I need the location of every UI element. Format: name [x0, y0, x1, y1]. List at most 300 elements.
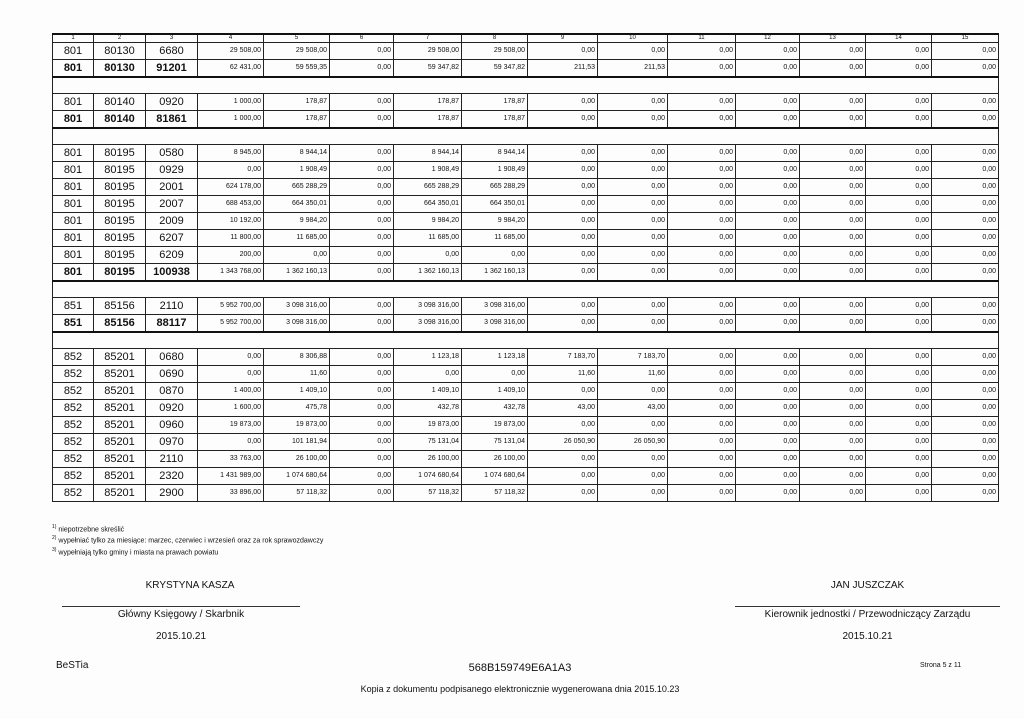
- table-cell: 0580: [146, 145, 198, 162]
- table-cell: 80195: [94, 196, 146, 213]
- table-cell: 59 559,35: [264, 60, 330, 78]
- table-cell: 0,00: [330, 111, 394, 129]
- app-name: BeSTia: [56, 660, 89, 671]
- column-number-14: 14: [866, 34, 932, 43]
- table-cell: 0,00: [736, 434, 800, 451]
- table-cell: 85201: [94, 451, 146, 468]
- table-row: [53, 400, 999, 417]
- table-cell: 5 952 700,00: [198, 315, 264, 333]
- table-cell: 80140: [94, 111, 146, 129]
- table-cell: 0,00: [866, 43, 932, 60]
- table-cell: 211,53: [528, 60, 598, 78]
- table-cell: 0,00: [330, 247, 394, 264]
- table-row: [53, 162, 999, 179]
- table-cell: 8 944,14: [264, 145, 330, 162]
- table-cell: 0,00: [668, 264, 736, 282]
- table-cell: 0,00: [866, 315, 932, 333]
- table-cell: 0,00: [528, 383, 598, 400]
- table-cell: 29 508,00: [198, 43, 264, 60]
- section-separator: [53, 332, 999, 349]
- table-cell: 0,00: [668, 111, 736, 129]
- table-cell: 3 098 316,00: [264, 315, 330, 333]
- table-cell: 0,00: [932, 434, 999, 451]
- table-cell: 0,00: [800, 230, 866, 247]
- signature-left-role: Główny Księgowy / Skarbnik: [117, 609, 245, 620]
- table-cell: 26 050,90: [598, 434, 668, 451]
- table-cell: 0,00: [800, 213, 866, 230]
- table-cell: 200,00: [198, 247, 264, 264]
- table-cell: 0,00: [668, 247, 736, 264]
- table-cell: 0,00: [866, 213, 932, 230]
- table-cell: 2900: [146, 485, 198, 502]
- table-cell: 0,00: [866, 383, 932, 400]
- table-cell: 11,60: [264, 366, 330, 383]
- table-cell: 0,00: [668, 298, 736, 315]
- table-cell: 0,00: [932, 213, 999, 230]
- table-cell: 80195: [94, 145, 146, 162]
- column-number-9: 9: [528, 34, 598, 43]
- table-cell: 0,00: [736, 451, 800, 468]
- table-cell: 80195: [94, 162, 146, 179]
- table-cell: 1 409,10: [264, 383, 330, 400]
- table-cell: 0,00: [330, 485, 394, 502]
- table-cell: 1 000,00: [198, 94, 264, 111]
- table-row: [53, 43, 999, 60]
- table-cell: 0,00: [736, 298, 800, 315]
- table-cell: 11,60: [528, 366, 598, 383]
- table-cell: 178,87: [264, 111, 330, 129]
- table-cell: 0,00: [932, 230, 999, 247]
- table-row: [53, 485, 999, 502]
- table-cell: 19 873,00: [198, 417, 264, 434]
- table-cell: 0,00: [866, 468, 932, 485]
- table-cell: 0,00: [528, 43, 598, 60]
- table-cell: 1 000,00: [198, 111, 264, 129]
- table-cell: 1 074 680,64: [462, 468, 528, 485]
- page-number: Strona 5 z 11: [920, 662, 962, 669]
- table-cell: 0,00: [866, 94, 932, 111]
- table-cell: 801: [53, 247, 94, 264]
- table-cell: 33 763,00: [198, 451, 264, 468]
- table-cell: 10 192,00: [198, 213, 264, 230]
- table-cell: 178,87: [264, 94, 330, 111]
- table-cell: 0,00: [598, 468, 668, 485]
- table-cell: 852: [53, 468, 94, 485]
- table-cell: 0,00: [866, 179, 932, 196]
- table-cell: 0,00: [932, 366, 999, 383]
- table-cell: 9 984,20: [394, 213, 462, 230]
- table-cell: 0,00: [932, 60, 999, 78]
- table-cell: 0,00: [528, 485, 598, 502]
- table-cell: 0,00: [330, 400, 394, 417]
- table-cell: 1 400,00: [198, 383, 264, 400]
- table-cell: 0,00: [932, 264, 999, 282]
- table-cell: 2001: [146, 179, 198, 196]
- table-cell: 0,00: [800, 400, 866, 417]
- table-cell: 0,00: [198, 162, 264, 179]
- table-cell: 0,00: [668, 349, 736, 366]
- table-cell: 665 288,29: [264, 179, 330, 196]
- table-cell: 0,00: [598, 417, 668, 434]
- table-row: [53, 468, 999, 485]
- table-cell: 0,00: [598, 485, 668, 502]
- table-cell: 0,00: [598, 247, 668, 264]
- table-cell: 0,00: [668, 60, 736, 78]
- table-cell: 2007: [146, 196, 198, 213]
- column-number-5: 5: [264, 34, 330, 43]
- table-cell: 0,00: [800, 162, 866, 179]
- budget-table: [52, 33, 999, 502]
- table-cell: 75 131,04: [462, 434, 528, 451]
- table-cell: 0,00: [800, 451, 866, 468]
- table-cell: 0,00: [800, 111, 866, 129]
- table-cell: 0,00: [668, 230, 736, 247]
- table-cell: 0970: [146, 434, 198, 451]
- table-cell: 80195: [94, 179, 146, 196]
- table-cell: 0,00: [668, 451, 736, 468]
- table-cell: 57 118,32: [394, 485, 462, 502]
- table-cell: 0,00: [330, 451, 394, 468]
- table-cell: 85201: [94, 434, 146, 451]
- table-cell: 0,00: [528, 417, 598, 434]
- table-cell: 801: [53, 94, 94, 111]
- table-cell: 3 098 316,00: [264, 298, 330, 315]
- table-cell: 801: [53, 264, 94, 282]
- table-cell: 0,00: [330, 298, 394, 315]
- table-row: [53, 417, 999, 434]
- table-cell: 0,00: [736, 179, 800, 196]
- table-cell: 80130: [94, 43, 146, 60]
- table-cell: 1 123,18: [462, 349, 528, 366]
- table-cell: 0,00: [598, 230, 668, 247]
- table-cell: 0,00: [528, 179, 598, 196]
- table-cell: 852: [53, 451, 94, 468]
- signature-left-name: KRYSTYNA KASZA: [145, 580, 235, 591]
- table-cell: 0,00: [330, 60, 394, 78]
- table-cell: 19 873,00: [264, 417, 330, 434]
- table-cell: 0,00: [932, 298, 999, 315]
- table-cell: 0,00: [736, 485, 800, 502]
- table-cell: 0,00: [598, 196, 668, 213]
- table-cell: 0,00: [668, 383, 736, 400]
- column-number-8: 8: [462, 34, 528, 43]
- table-cell: 0,00: [528, 247, 598, 264]
- table-cell: 0,00: [736, 366, 800, 383]
- table-cell: 852: [53, 349, 94, 366]
- table-cell: 29 508,00: [462, 43, 528, 60]
- table-cell: 0,00: [800, 434, 866, 451]
- table-cell: 0,00: [668, 434, 736, 451]
- table-cell: 0,00: [598, 298, 668, 315]
- table-cell: 178,87: [462, 94, 528, 111]
- table-cell: 851: [53, 298, 94, 315]
- table-cell: 801: [53, 43, 94, 60]
- document-code: 568B159749E6A1A3: [468, 662, 572, 674]
- table-cell: 2320: [146, 468, 198, 485]
- table-cell: 1 074 680,64: [394, 468, 462, 485]
- table-cell: 432,78: [394, 400, 462, 417]
- table-cell: 0,00: [528, 213, 598, 230]
- table-cell: 0,00: [668, 94, 736, 111]
- table-cell: 0,00: [866, 196, 932, 213]
- table-cell: 0,00: [330, 417, 394, 434]
- table-cell: 0,00: [264, 247, 330, 264]
- section-separator: [53, 128, 999, 145]
- table-cell: 0,00: [330, 468, 394, 485]
- table-cell: 0,00: [668, 417, 736, 434]
- table-row: [53, 298, 999, 315]
- table-cell: 0,00: [800, 366, 866, 383]
- table-cell: 0,00: [932, 383, 999, 400]
- table-row: [53, 213, 999, 230]
- table-cell: 0,00: [330, 315, 394, 333]
- table-cell: 801: [53, 111, 94, 129]
- table-cell: 0,00: [598, 145, 668, 162]
- table-cell: 0,00: [330, 434, 394, 451]
- table-cell: 0,00: [598, 94, 668, 111]
- table-cell: 0,00: [932, 179, 999, 196]
- table-cell: 0,00: [932, 400, 999, 417]
- table-cell: 85201: [94, 349, 146, 366]
- table-cell: 85156: [94, 315, 146, 333]
- column-number-12: 12: [736, 34, 800, 43]
- table-cell: 0,00: [736, 247, 800, 264]
- table-cell: 0,00: [736, 196, 800, 213]
- table-cell: 0,00: [668, 485, 736, 502]
- table-cell: 57 118,32: [264, 485, 330, 502]
- table-cell: 0,00: [528, 264, 598, 282]
- table-cell: 0,00: [736, 213, 800, 230]
- table-cell: 3 098 316,00: [394, 298, 462, 315]
- table-cell: 1 343 768,00: [198, 264, 264, 282]
- table-cell: 0,00: [932, 349, 999, 366]
- table-cell: 81861: [146, 111, 198, 129]
- section-separator: [53, 281, 999, 298]
- table-cell: 11 685,00: [394, 230, 462, 247]
- table-cell: 688 453,00: [198, 196, 264, 213]
- column-number-6: 6: [330, 34, 394, 43]
- table-cell: 0,00: [932, 247, 999, 264]
- table-cell: 0,00: [528, 230, 598, 247]
- table-cell: 0,00: [800, 196, 866, 213]
- table-cell: 11 685,00: [462, 230, 528, 247]
- section-separator: [53, 77, 999, 94]
- table-cell: 29 508,00: [264, 43, 330, 60]
- table-cell: 0,00: [462, 247, 528, 264]
- table-cell: 9 984,20: [264, 213, 330, 230]
- table-cell: 26 100,00: [264, 451, 330, 468]
- table-cell: 85201: [94, 485, 146, 502]
- table-cell: 85201: [94, 417, 146, 434]
- table-cell: 0,00: [736, 383, 800, 400]
- table-cell: 0,00: [800, 94, 866, 111]
- table-cell: 2009: [146, 213, 198, 230]
- table-cell: 1 362 160,13: [264, 264, 330, 282]
- table-cell: 0,00: [932, 468, 999, 485]
- table-row: [53, 451, 999, 468]
- table-cell: 0,00: [932, 196, 999, 213]
- table-cell: 80130: [94, 60, 146, 78]
- table-cell: 0,00: [528, 468, 598, 485]
- table-cell: 0,00: [866, 451, 932, 468]
- table-cell: 852: [53, 417, 94, 434]
- table-cell: 0,00: [598, 111, 668, 129]
- table-cell: 80195: [94, 247, 146, 264]
- table-row: [53, 94, 999, 111]
- table-cell: 0680: [146, 349, 198, 366]
- table-cell: 91201: [146, 60, 198, 78]
- table-cell: 0,00: [198, 434, 264, 451]
- table-cell: 11 685,00: [264, 230, 330, 247]
- table-cell: 801: [53, 196, 94, 213]
- table-cell: 75 131,04: [394, 434, 462, 451]
- table-cell: 0,00: [736, 162, 800, 179]
- table-cell: 1 600,00: [198, 400, 264, 417]
- table-cell: 1 409,10: [462, 383, 528, 400]
- table-cell: 665 288,29: [462, 179, 528, 196]
- table-cell: 0,00: [736, 400, 800, 417]
- table-cell: 0,00: [800, 145, 866, 162]
- table-cell: 0,00: [932, 451, 999, 468]
- table-cell: 1 431 989,00: [198, 468, 264, 485]
- table-row: [53, 383, 999, 400]
- table-cell: 59 347,82: [394, 60, 462, 78]
- subtotal-row: [53, 315, 999, 333]
- table-cell: 0920: [146, 400, 198, 417]
- table-cell: 11 800,00: [198, 230, 264, 247]
- table-cell: 0,00: [932, 94, 999, 111]
- table-cell: 0,00: [866, 111, 932, 129]
- table-cell: 0,00: [866, 247, 932, 264]
- table-cell: 0,00: [800, 298, 866, 315]
- table-cell: 0,00: [736, 264, 800, 282]
- table-cell: 8 944,14: [394, 145, 462, 162]
- table-cell: 0,00: [330, 145, 394, 162]
- table-cell: 852: [53, 400, 94, 417]
- table-cell: 0,00: [866, 264, 932, 282]
- column-number-1: 1: [53, 34, 94, 43]
- table-cell: 0,00: [330, 366, 394, 383]
- table-cell: 85156: [94, 298, 146, 315]
- column-number-3: 3: [146, 34, 198, 43]
- table-cell: 0,00: [528, 196, 598, 213]
- table-cell: 0,00: [198, 349, 264, 366]
- table-cell: 57 118,32: [462, 485, 528, 502]
- table-cell: 0,00: [668, 196, 736, 213]
- signature-note: Kopia z dokumentu podpisanego elektronicznie wygenerowana dnia 2015.10.23: [360, 684, 680, 694]
- table-cell: 6207: [146, 230, 198, 247]
- column-number-10: 10: [598, 34, 668, 43]
- table-cell: 0,00: [800, 43, 866, 60]
- table-cell: 11,60: [598, 366, 668, 383]
- table-cell: 0,00: [866, 349, 932, 366]
- table-cell: 33 896,00: [198, 485, 264, 502]
- table-cell: 0,00: [932, 111, 999, 129]
- table-cell: 0,00: [598, 383, 668, 400]
- table-cell: 0,00: [800, 485, 866, 502]
- table-cell: 85201: [94, 400, 146, 417]
- table-cell: 0,00: [866, 60, 932, 78]
- table-cell: 852: [53, 383, 94, 400]
- table-cell: 0920: [146, 94, 198, 111]
- table-cell: 6680: [146, 43, 198, 60]
- table-cell: 0,00: [330, 196, 394, 213]
- table-cell: 0,00: [736, 468, 800, 485]
- table-cell: 0,00: [800, 417, 866, 434]
- table-cell: 0,00: [330, 383, 394, 400]
- table-cell: 0,00: [866, 417, 932, 434]
- column-number-7: 7: [394, 34, 462, 43]
- table-cell: 88117: [146, 315, 198, 333]
- table-cell: 3 098 316,00: [462, 315, 528, 333]
- table-cell: 0,00: [866, 434, 932, 451]
- table-cell: 178,87: [462, 111, 528, 129]
- table-cell: 0,00: [800, 264, 866, 282]
- table-cell: 100938: [146, 264, 198, 282]
- table-cell: 0,00: [668, 162, 736, 179]
- table-cell: 8 945,00: [198, 145, 264, 162]
- table-cell: 0,00: [668, 366, 736, 383]
- table-cell: 85201: [94, 366, 146, 383]
- signature-right-name: JAN JUSZCZAK: [830, 580, 905, 591]
- table-row: [53, 366, 999, 383]
- table-cell: 85201: [94, 383, 146, 400]
- table-cell: 0,00: [736, 349, 800, 366]
- table-cell: 0870: [146, 383, 198, 400]
- footnotes: [52, 523, 323, 557]
- table-cell: 26 100,00: [462, 451, 528, 468]
- table-cell: 0,00: [330, 179, 394, 196]
- table-cell: 1 123,18: [394, 349, 462, 366]
- column-number-4: 4: [198, 34, 264, 43]
- table-cell: 852: [53, 366, 94, 383]
- subtotal-row: [53, 264, 999, 282]
- table-cell: 0,00: [668, 400, 736, 417]
- table-cell: 0,00: [800, 60, 866, 78]
- footnote-1: $^{1)}$ niepotrzebne skreślić: [52, 524, 125, 534]
- table-cell: 6209: [146, 247, 198, 264]
- footnote-3: $^{3)}$ wypełniają tylko gminy i miasta na prawach powiatu: [52, 546, 219, 556]
- table-cell: 1 362 160,13: [394, 264, 462, 282]
- table-cell: 0,00: [736, 230, 800, 247]
- signature-right-line: [735, 606, 1000, 607]
- table-cell: 59 347,82: [462, 60, 528, 78]
- table-cell: 0,00: [598, 451, 668, 468]
- table-cell: 801: [53, 60, 94, 78]
- column-number-13: 13: [800, 34, 866, 43]
- table-cell: 1 362 160,13: [462, 264, 528, 282]
- table-cell: 801: [53, 145, 94, 162]
- table-cell: 801: [53, 162, 94, 179]
- table-cell: 0,00: [800, 468, 866, 485]
- column-number-2: 2: [94, 34, 146, 43]
- table-cell: 0,00: [932, 145, 999, 162]
- table-row: [53, 230, 999, 247]
- table-cell: 475,78: [264, 400, 330, 417]
- table-cell: 0,00: [598, 179, 668, 196]
- table-cell: 851: [53, 315, 94, 333]
- table-cell: 62 431,00: [198, 60, 264, 78]
- table-cell: 0,00: [198, 366, 264, 383]
- table-cell: 43,00: [598, 400, 668, 417]
- table-cell: 852: [53, 434, 94, 451]
- table-cell: 9 984,20: [462, 213, 528, 230]
- signature-left-date: 2015.10.21: [155, 631, 207, 642]
- table-cell: 432,78: [462, 400, 528, 417]
- table-cell: 0,00: [668, 213, 736, 230]
- table-cell: 0,00: [528, 94, 598, 111]
- table-cell: 8 306,88: [264, 349, 330, 366]
